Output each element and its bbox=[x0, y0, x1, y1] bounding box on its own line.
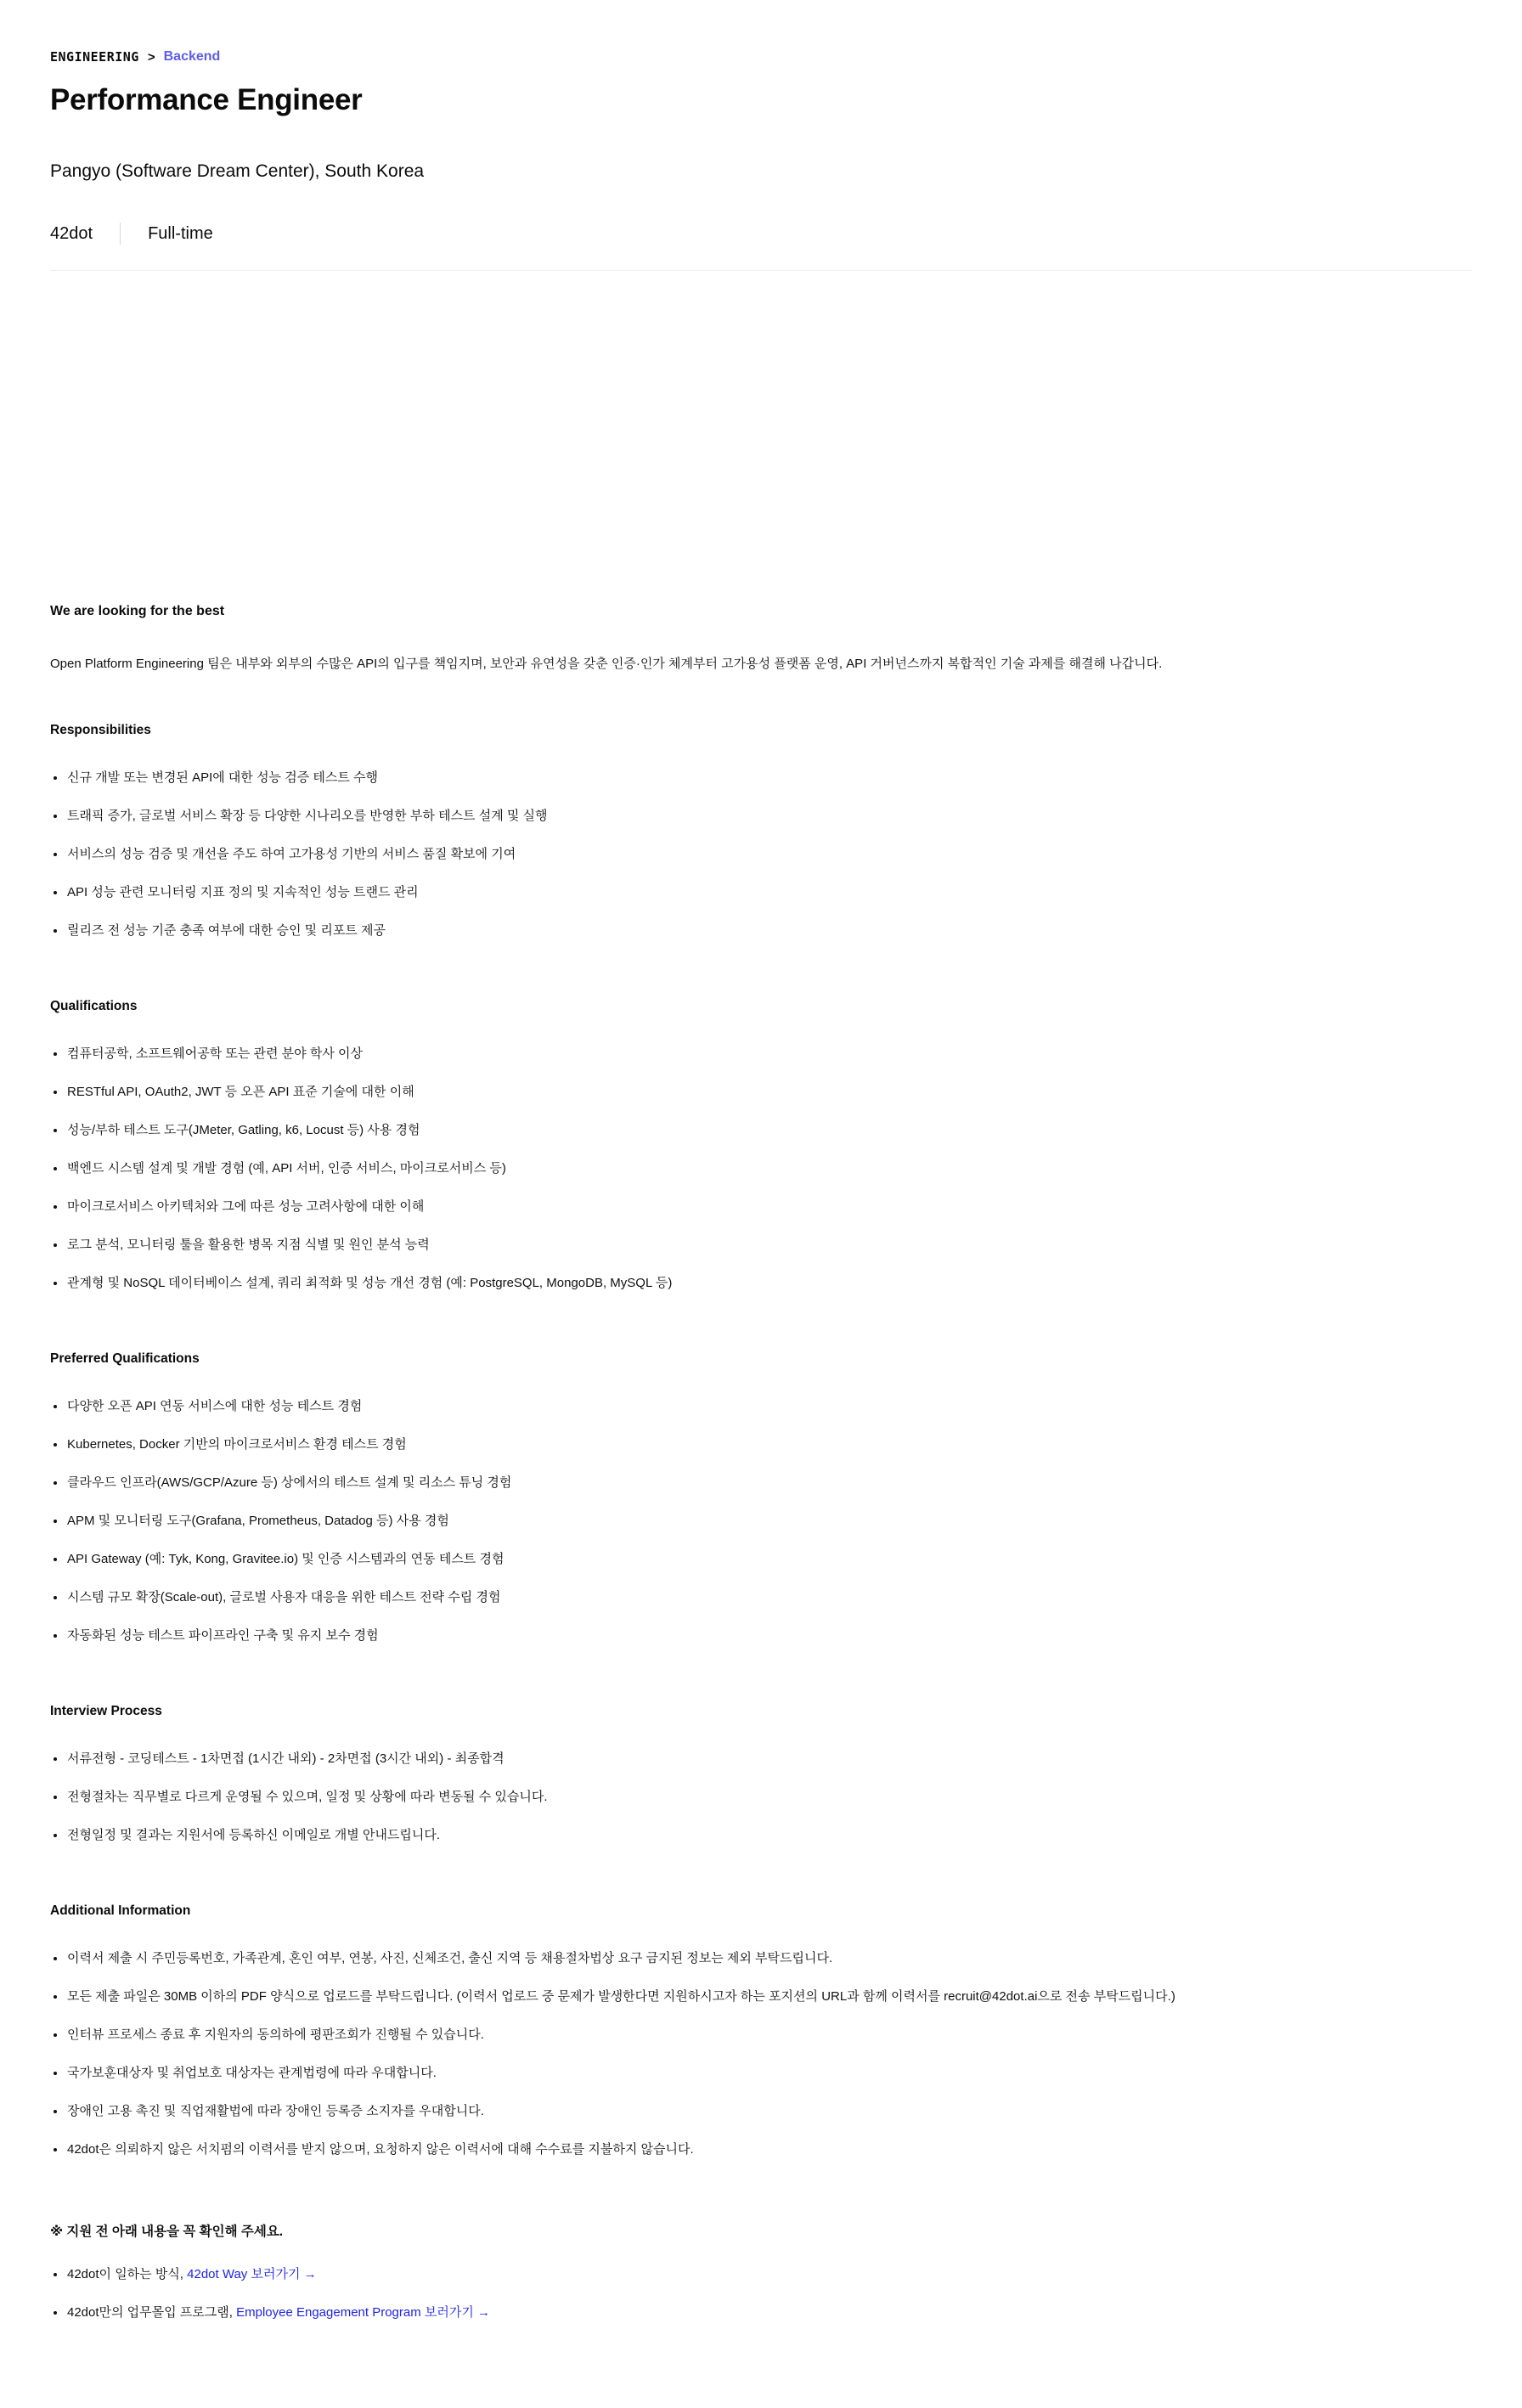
bullet-dot-icon bbox=[54, 1757, 57, 1761]
breadcrumb-separator-icon: > bbox=[147, 49, 155, 65]
list-item bbox=[50, 1540, 1472, 1578]
intro-heading: We are looking for the best bbox=[50, 604, 225, 618]
pre-apply-notice bbox=[50, 2221, 1472, 2332]
list-item-text: RESTful API, OAuth2, JWT 등 오픈 API 표준 기술에 대한 이해 bbox=[67, 1084, 414, 1099]
bullet-dot-icon bbox=[54, 776, 57, 780]
page-title: Performance Engineer bbox=[50, 83, 363, 116]
notice-link[interactable]: Employee Engagement Program 보러가기 → bbox=[236, 2304, 491, 2320]
bullet-dot-icon bbox=[54, 1995, 57, 1999]
bullet-dot-icon bbox=[54, 1405, 57, 1408]
bullet-dot-icon bbox=[54, 1205, 57, 1209]
list-item bbox=[50, 2054, 1472, 2092]
list-item bbox=[50, 1035, 1472, 1073]
list-item-text: 마이크로서비스 아키텍처와 그에 따른 성능 고려사항에 대한 이해 bbox=[67, 1198, 425, 1214]
list-item bbox=[50, 1387, 1472, 1425]
list-item-text: API Gateway (예: Tyk, Kong, Gravitee.io) 및 인증 시스템과의 연동 테스트 경험 bbox=[67, 1551, 505, 1566]
list-item-text: 42dot은 의뢰하지 않은 서치펌의 이력서를 받지 않으며, 요청하지 않은 이력서에 대해 수수료를 지불하지 않습니다. bbox=[67, 2141, 694, 2157]
bullet-dot-icon bbox=[54, 1282, 57, 1285]
list-item-text: APM 및 모니터링 도구(Grafana, Prometheus, Datadog 등) 사용 경험 bbox=[67, 1513, 449, 1528]
bullet-dot-icon bbox=[54, 1834, 57, 1837]
list-item bbox=[50, 1578, 1472, 1616]
list-item bbox=[50, 1073, 1472, 1111]
list-item-text: 모든 제출 파일은 30MB 이하의 PDF 양식으로 업로드를 부탁드립니다. (이력서 업로드 중 문제가 발생한다면 지원하시고자 하는 포지션의 URL과 함께 이력서를 recruit@42dot.ai으로 전송 부탁드립니다.) bbox=[67, 1988, 1175, 2004]
list-item-text: 관계형 및 NoSQL 데이터베이스 설계, 쿼리 최적화 및 성능 개선 경험 (예: PostgreSQL, MongoDB, MySQL 등) bbox=[67, 1275, 673, 1290]
section-qualifications bbox=[50, 999, 1472, 1302]
additional-information-list bbox=[50, 1939, 1472, 2168]
bullet-dot-icon bbox=[54, 815, 57, 818]
bullet-dot-icon bbox=[54, 1052, 57, 1056]
company-name: 42dot bbox=[50, 223, 93, 243]
job-location: Pangyo (Software Dream Center), South Korea bbox=[50, 161, 425, 181]
list-item bbox=[50, 873, 1472, 911]
list-item-text: 백엔드 시스템 설계 및 개발 경험 (예, API 서버, 인증 서비스, 마이크로서비스 등) bbox=[67, 1160, 506, 1176]
bullet-dot-icon bbox=[54, 1243, 57, 1247]
list-item bbox=[50, 1740, 1472, 1778]
bullet-dot-icon bbox=[54, 1596, 57, 1599]
bullet-dot-icon bbox=[54, 1957, 57, 1960]
list-item bbox=[50, 2016, 1472, 2054]
list-item-text: 자동화된 성능 테스트 파이프라인 구축 및 유지 보수 경험 bbox=[67, 1627, 379, 1643]
list-item-text: 성능/부하 테스트 도구(JMeter, Gatling, k6, Locust 등) 사용 경험 bbox=[67, 1122, 420, 1137]
responsibilities-list bbox=[50, 758, 1472, 950]
list-item-text: 장애인 고용 촉진 및 직업재활법에 따라 장애인 등록증 소지자를 우대합니다. bbox=[67, 2103, 484, 2118]
list-item bbox=[50, 1616, 1472, 1655]
section-heading: Interview Process bbox=[50, 1704, 162, 1718]
meta-divider bbox=[120, 223, 121, 245]
bullet-dot-icon bbox=[54, 1796, 57, 1799]
section-heading: Additional Information bbox=[50, 1903, 191, 1918]
list-item-text: 서류전형 - 코딩테스트 - 1차면접 (1시간 내외) - 2차면접 (3시간 내외) - 최종합격 bbox=[67, 1751, 505, 1766]
bullet-dot-icon bbox=[54, 1129, 57, 1132]
preferred-qualifications-list bbox=[50, 1387, 1472, 1655]
list-item-text: 릴리즈 전 성능 기준 충족 여부에 대한 승인 및 리포트 제공 bbox=[67, 922, 386, 938]
list-item bbox=[50, 1264, 1472, 1302]
list-item-text: 전형일정 및 결과는 지원서에 등록하신 이메일로 개별 안내드립니다. bbox=[67, 1827, 441, 1842]
bullet-dot-icon bbox=[54, 929, 57, 933]
section-interview-process bbox=[50, 1704, 1472, 1854]
bullet-dot-icon bbox=[54, 2148, 57, 2151]
list-item-text: 로그 분석, 모니터링 툴을 활용한 병목 지점 식별 및 원인 분석 능력 bbox=[67, 1237, 430, 1252]
bullet-dot-icon bbox=[54, 1634, 57, 1638]
bullet-dot-icon bbox=[54, 853, 57, 856]
list-item bbox=[50, 1939, 1472, 1977]
list-item bbox=[50, 758, 1472, 797]
section-heading: Qualifications bbox=[50, 999, 138, 1013]
bullet-dot-icon bbox=[54, 1091, 57, 1094]
section-additional-information bbox=[50, 1903, 1472, 2168]
list-item-text: 국가보훈대상자 및 취업보호 대상자는 관계법령에 따라 우대합니다. bbox=[67, 2065, 437, 2080]
notice-item-text: 42dot만의 업무몰입 프로그램, bbox=[67, 2304, 237, 2320]
bullet-dot-icon bbox=[54, 1443, 57, 1446]
list-item-text: API 성능 관련 모니터링 지표 정의 및 지속적인 성능 트랜드 관리 bbox=[67, 884, 419, 899]
list-item bbox=[50, 1187, 1472, 1226]
list-item bbox=[50, 1149, 1472, 1187]
list-item-text: Kubernetes, Docker 기반의 마이크로서비스 환경 테스트 경험 bbox=[67, 1436, 407, 1452]
list-item bbox=[50, 911, 1472, 950]
list-item-text: 트래픽 증가, 글로벌 서비스 확장 등 다양한 시나리오를 반영한 부하 테스트 설계 및 실행 bbox=[67, 808, 548, 823]
list-item bbox=[50, 1778, 1472, 1816]
list-item-text: 시스템 규모 확장(Scale-out), 글로벌 사용자 대응을 위한 테스트 전략 수립 경험 bbox=[67, 1589, 501, 1604]
employment-type: Full-time bbox=[148, 223, 213, 243]
bullet-dot-icon bbox=[54, 891, 57, 894]
bullet-dot-icon bbox=[54, 2072, 57, 2075]
list-item bbox=[50, 1463, 1472, 1502]
bullet-dot-icon bbox=[54, 2110, 57, 2113]
notice-link[interactable]: 42dot Way 보러가기 → bbox=[187, 2266, 317, 2281]
list-item bbox=[50, 797, 1472, 835]
job-meta-row bbox=[50, 223, 1472, 245]
list-item bbox=[50, 1226, 1472, 1264]
list-item-text: 다양한 오픈 API 연동 서비스에 대한 성능 테스트 경험 bbox=[67, 1398, 363, 1413]
list-item-text: 서비스의 성능 검증 및 개선을 주도 하여 고가용성 기반의 서비스 품질 확보에 기여 bbox=[67, 846, 516, 861]
section-preferred-qualifications bbox=[50, 1351, 1472, 1655]
intro-paragraph: Open Platform Engineering 팀은 내부와 외부의 수많은 API의 입구를 책임지며, 보안과 유연성을 갖춘 인증·인가 체계부터 고가용성 플랫폼 운영, API 거버넌스까지 복합적인 기술 과제를 해결해 나갑니다. bbox=[50, 657, 1163, 671]
section-responsibilities bbox=[50, 723, 1472, 950]
list-item bbox=[50, 1502, 1472, 1540]
bullet-dot-icon bbox=[54, 2273, 57, 2276]
bullet-dot-icon bbox=[54, 1558, 57, 1561]
notice-heading: ※ 지원 전 아래 내용을 꼭 확인해 주세요. bbox=[50, 2225, 284, 2239]
notice-item bbox=[50, 2255, 1472, 2293]
bullet-dot-icon bbox=[54, 2033, 57, 2037]
breadcrumb-subcategory[interactable]: Backend bbox=[163, 49, 221, 64]
list-item bbox=[50, 1111, 1472, 1149]
list-item-text: 클라우드 인프라(AWS/GCP/Azure 등) 상에서의 테스트 설계 및 리소스 튜닝 경험 bbox=[67, 1475, 512, 1490]
list-item bbox=[50, 1816, 1472, 1854]
notice-item bbox=[50, 2293, 1472, 2332]
list-item-text: 이력서 제출 시 주민등록번호, 가족관계, 혼인 여부, 연봉, 사진, 신체조건, 출신 지역 등 채용절차법상 요구 금지된 정보는 제외 부탁드립니다. bbox=[67, 1950, 833, 1965]
interview-process-list bbox=[50, 1740, 1472, 1854]
qualifications-list bbox=[50, 1035, 1472, 1302]
list-item bbox=[50, 1425, 1472, 1463]
list-item-text: 전형절차는 직무별로 다르게 운영될 수 있으며, 일정 및 상황에 따라 변동될 수 있습니다. bbox=[67, 1789, 548, 1804]
list-item-text: 인터뷰 프로세스 종료 후 지원자의 동의하에 평판조회가 진행될 수 있습니다. bbox=[67, 2027, 484, 2042]
notice-list bbox=[50, 2255, 1472, 2332]
bullet-dot-icon bbox=[54, 1167, 57, 1170]
bullet-dot-icon bbox=[54, 2311, 57, 2315]
section-heading: Responsibilities bbox=[50, 723, 151, 737]
breadcrumb bbox=[50, 49, 1472, 65]
bullet-dot-icon bbox=[54, 1481, 57, 1485]
list-item bbox=[50, 835, 1472, 873]
list-item bbox=[50, 2130, 1472, 2168]
bullet-dot-icon bbox=[54, 1520, 57, 1523]
notice-item-text: 42dot이 일하는 방식, bbox=[67, 2266, 188, 2281]
header-divider bbox=[50, 270, 1472, 271]
list-item-text: 신규 개발 또는 변경된 API에 대한 성능 검증 테스트 수행 bbox=[67, 770, 378, 785]
breadcrumb-category[interactable]: ENGINEERING bbox=[50, 49, 139, 65]
list-item bbox=[50, 1977, 1472, 2016]
list-item bbox=[50, 2092, 1472, 2130]
list-item-text: 컴퓨터공학, 소프트웨어공학 또는 관련 분야 학사 이상 bbox=[67, 1046, 363, 1061]
section-heading: Preferred Qualifications bbox=[50, 1351, 200, 1366]
